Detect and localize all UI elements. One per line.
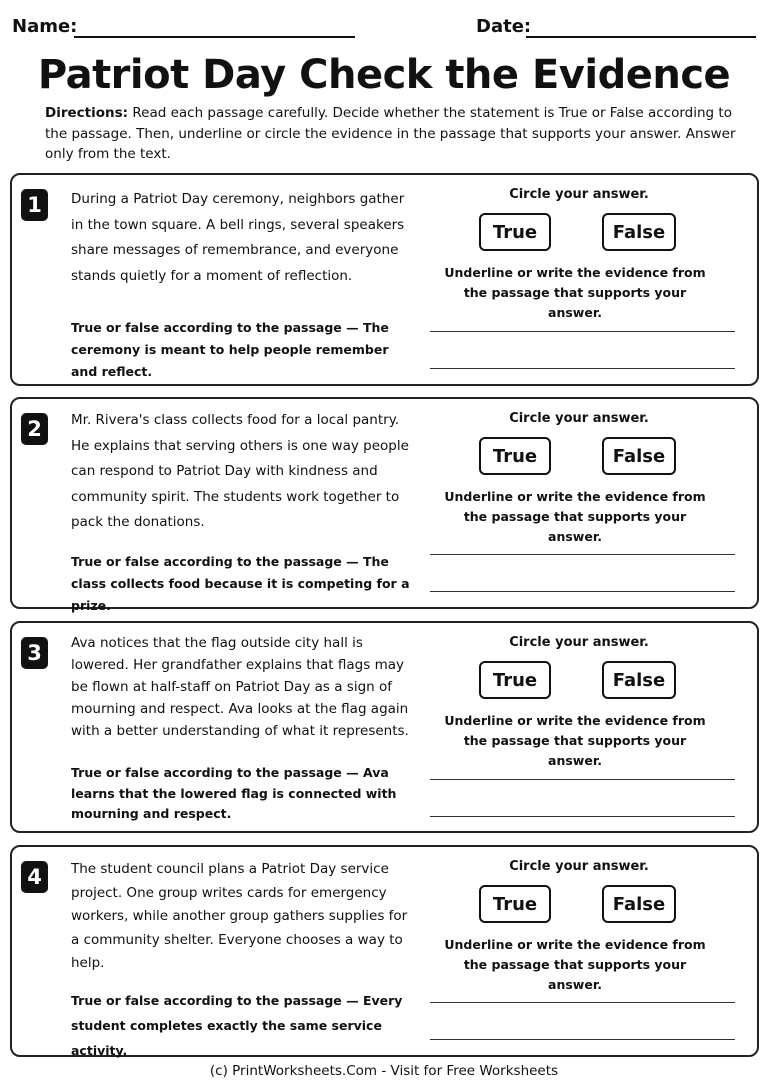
true-button[interactable]: True	[479, 885, 551, 923]
answer-line[interactable]	[430, 368, 735, 369]
false-button[interactable]: False	[602, 437, 676, 475]
false-button[interactable]: False	[602, 213, 676, 251]
date-label: Date:	[476, 16, 532, 37]
answer-line[interactable]	[430, 331, 735, 332]
answer-line[interactable]	[430, 1002, 735, 1003]
directions-label: Directions:	[45, 105, 129, 121]
passage-text: The student council plans a Patriot Day service project. One group writes cards for emergency workers, while another group gathers supplies for a community shelter. Everyone chooses a way to help.	[71, 861, 408, 971]
evidence-instruction: Underline or write the evidence from the passage that supports your answer.	[444, 489, 706, 544]
answer-line[interactable]	[430, 816, 735, 817]
statement-text: True or false according to the passage — The class collects food because it is competing for a prize.	[71, 554, 410, 613]
passage-text: Ava notices that the flag outside city hall is lowered. Her grandfather explains that flags may be flown at half-staff on Patriot Day as a sign of mourning and respect. Ava looks at the flag again with a better understanding of what it represents.	[71, 635, 409, 739]
passage-text: Mr. Rivera's class collects food for a local pantry. He explains that serving others is one way people can respond to Patriot Day with kindness and community spirit. The students work together to pack the donations.	[71, 412, 409, 530]
question-number: 1	[21, 189, 48, 221]
question-number: 4	[21, 861, 48, 893]
evidence-instruction: Underline or write the evidence from the passage that supports your answer.	[444, 937, 706, 992]
circle-answer-label: Circle your answer.	[509, 411, 649, 426]
name-field[interactable]	[74, 36, 355, 38]
directions	[45, 103, 750, 165]
question-number: 2	[21, 413, 48, 445]
statement-text: True or false according to the passage — Ava learns that the lowered flag is connected with mourning and respect.	[71, 765, 397, 821]
circle-answer-label: Circle your answer.	[509, 187, 649, 202]
question-card-4	[10, 845, 759, 1057]
circle-answer-label: Circle your answer.	[509, 859, 649, 874]
circle-answer-label: Circle your answer.	[509, 635, 649, 650]
answer-line[interactable]	[430, 1039, 735, 1040]
name-date-row	[12, 14, 756, 42]
answer-line[interactable]	[430, 591, 735, 592]
statement-text: True or false according to the passage — The ceremony is meant to help people remember and reflect.	[71, 320, 389, 379]
date-field[interactable]	[526, 36, 756, 38]
footer-credit: (c) PrintWorksheets.Com - Visit for Free Worksheets	[209, 1063, 559, 1079]
true-button[interactable]: True	[479, 661, 551, 699]
false-button[interactable]: False	[602, 661, 676, 699]
statement-text: True or false according to the passage — Every student completes exactly the same service activity.	[71, 993, 403, 1058]
true-button[interactable]: True	[479, 437, 551, 475]
passage-text: During a Patriot Day ceremony, neighbors gather in the town square. A bell rings, several speakers share messages of remembrance, and everyone stands quietly for a moment of reflection.	[71, 191, 405, 284]
question-card-1	[10, 173, 759, 386]
evidence-instruction: Underline or write the evidence from the passage that supports your answer.	[444, 265, 706, 320]
question-card-3	[10, 621, 759, 833]
answer-line[interactable]	[430, 779, 735, 780]
page-title: Patriot Day Check the Evidence	[37, 52, 731, 98]
answer-line[interactable]	[430, 554, 735, 555]
false-button[interactable]: False	[602, 885, 676, 923]
question-number: 3	[21, 637, 48, 669]
evidence-instruction: Underline or write the evidence from the passage that supports your answer.	[444, 713, 706, 768]
name-label: Name:	[12, 16, 78, 37]
true-button[interactable]: True	[479, 213, 551, 251]
question-card-2	[10, 397, 759, 613]
directions-text: Read each passage carefully. Decide whether the statement is True or False according to the passage. Then, underline or circle the evidence in the passage that supports your answer. Answer only from the text.	[45, 105, 736, 162]
